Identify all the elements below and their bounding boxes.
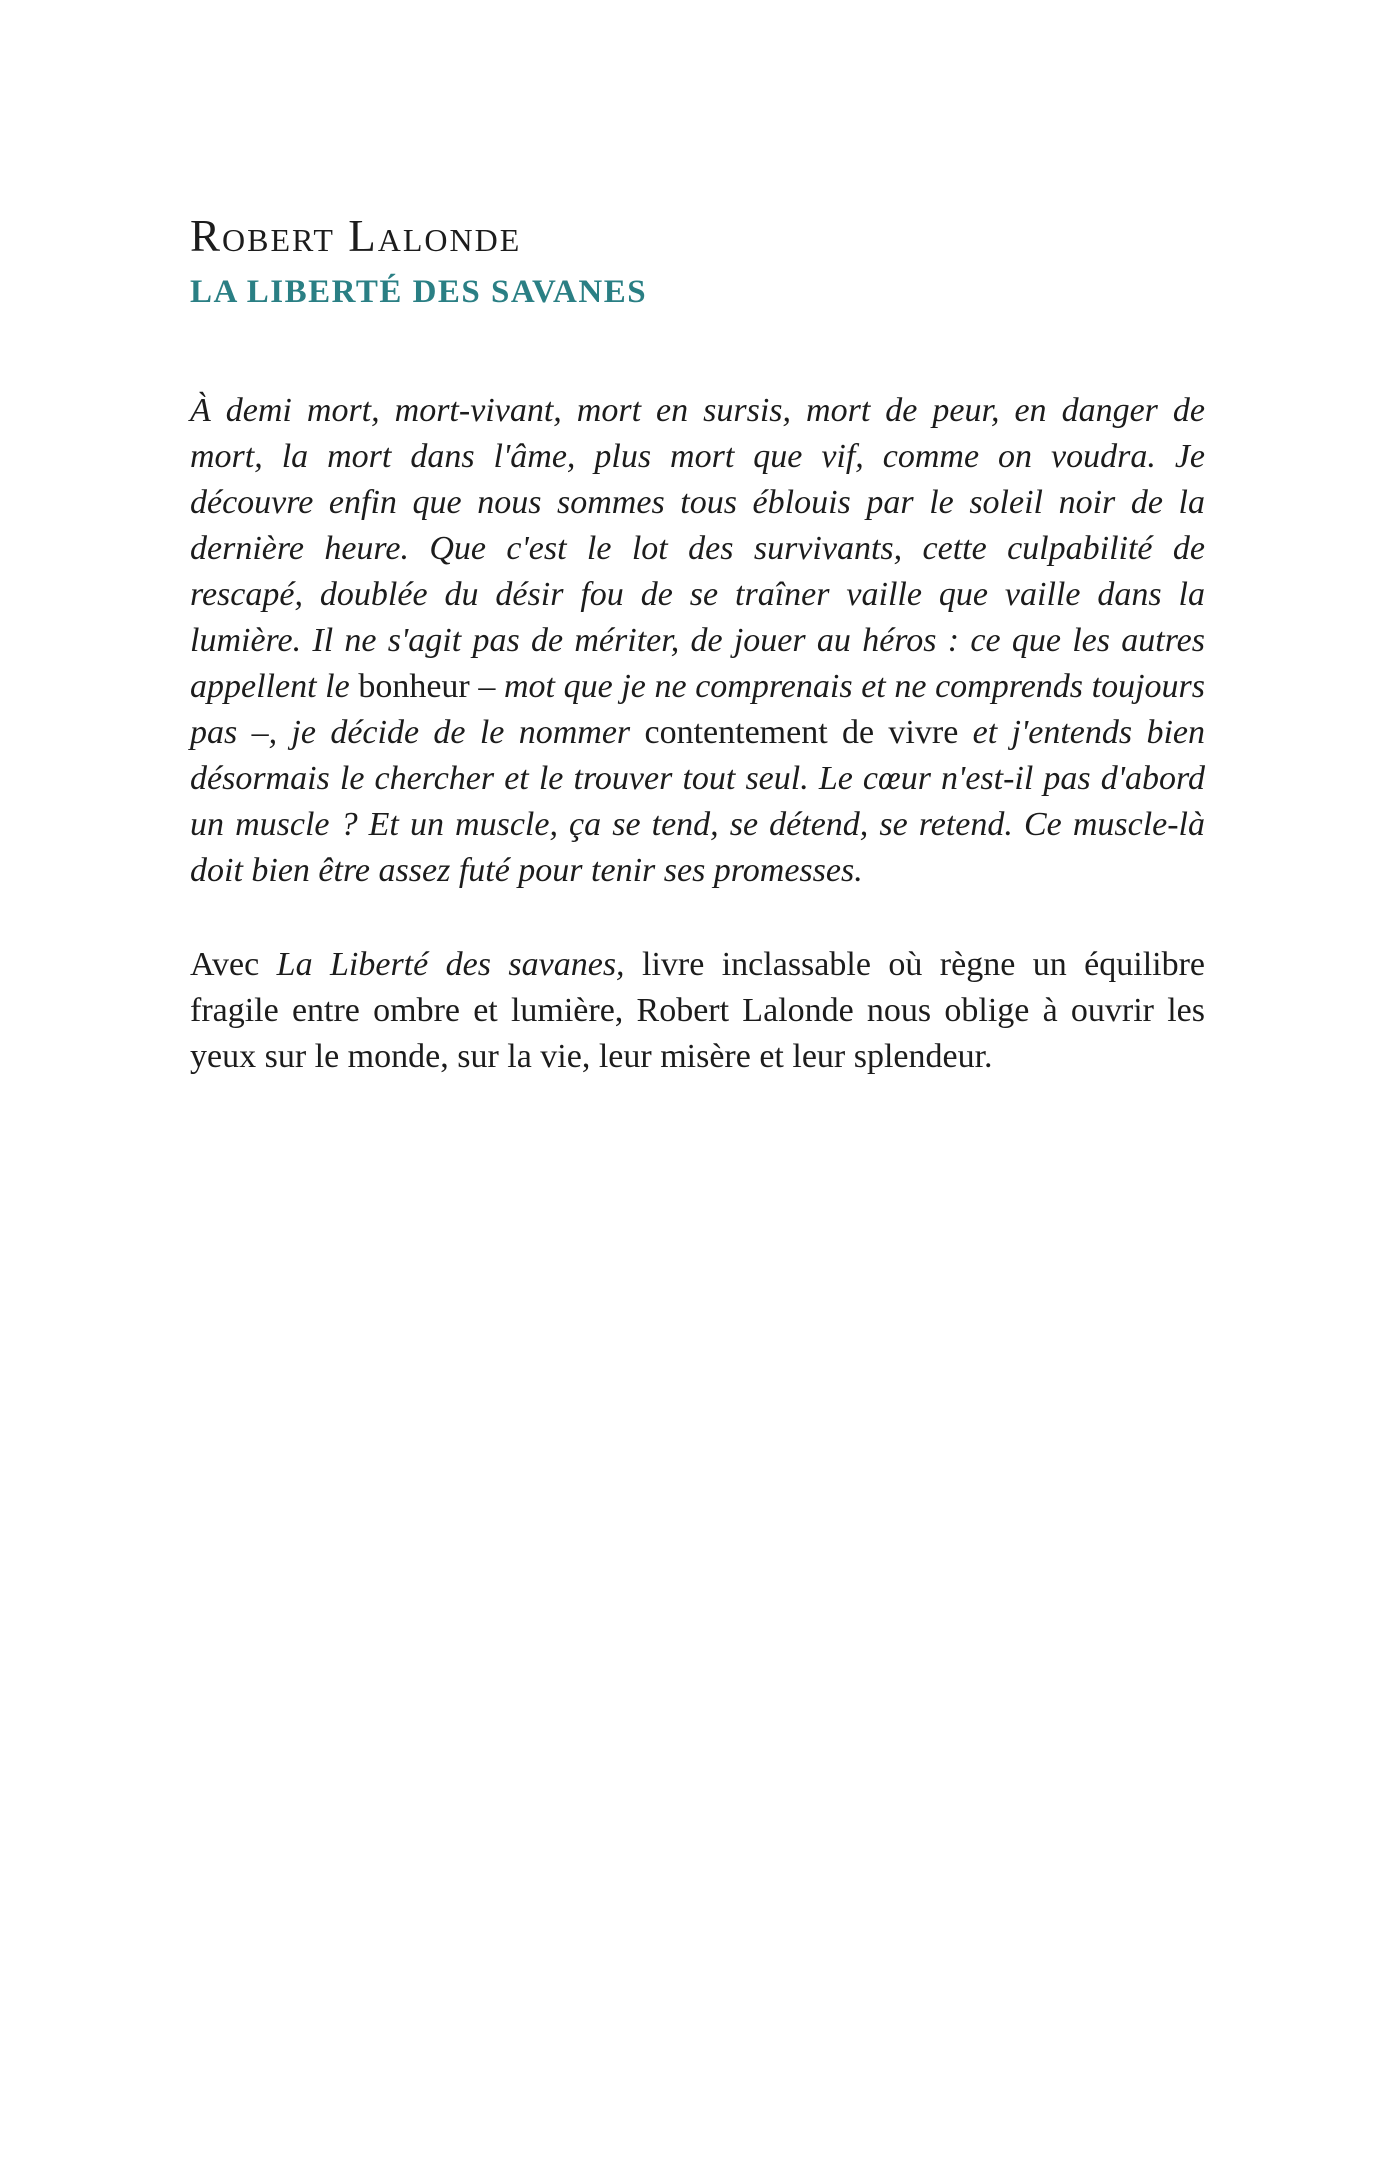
excerpt-segment: – mot que je ne comprenais et ne comprends toujours pas –, je décide de le nommer (190, 667, 1205, 751)
excerpt-segment: et j'entends bien désormais le chercher et le trouver tout seul. Le cœur n'est-il pas d'abord un muscle ? Et un muscle, ça se tend, se détend, se retend. Ce muscle-là doit bien être assez futé pour tenir ses promesses. (190, 713, 1205, 889)
blurb-segment: livre inclassable où règne un équilibre fragile entre ombre et lumière, Robert Lalonde nous oblige à ouvrir les yeux sur le monde, sur la vie, leur misère et leur splendeur. (190, 945, 1205, 1075)
excerpt-segment-emphasis: contentement de vivre (644, 713, 959, 751)
excerpt-segment-emphasis: bonheur (358, 667, 470, 705)
blurb-segment: Avec (190, 945, 277, 983)
author-name: Robert Lalonde (190, 211, 522, 261)
blurb-segment-book-title: La Liberté des savanes, (276, 945, 625, 983)
excerpt-paragraph (190, 388, 1205, 894)
blurb-paragraph (190, 942, 1205, 1080)
excerpt-segment: À demi mort, mort-vivant, mort en sursis, mort de peur, en danger de mort, la mort dans l'âme, plus mort que vif, comme on voudra. Je découvre enfin que nous sommes tous éblouis par le soleil noir de la dernière heure. Que c'est le lot des survivants, cette culpabilité de rescapé, doublée du désir fou de se traîner vaille que vaille dans la lumière. Il ne s'agit pas de mériter, de jouer au héros : ce que les autres appellent le (190, 391, 1205, 705)
book-title: LA LIBERTÉ DES SAVANES (190, 273, 648, 310)
